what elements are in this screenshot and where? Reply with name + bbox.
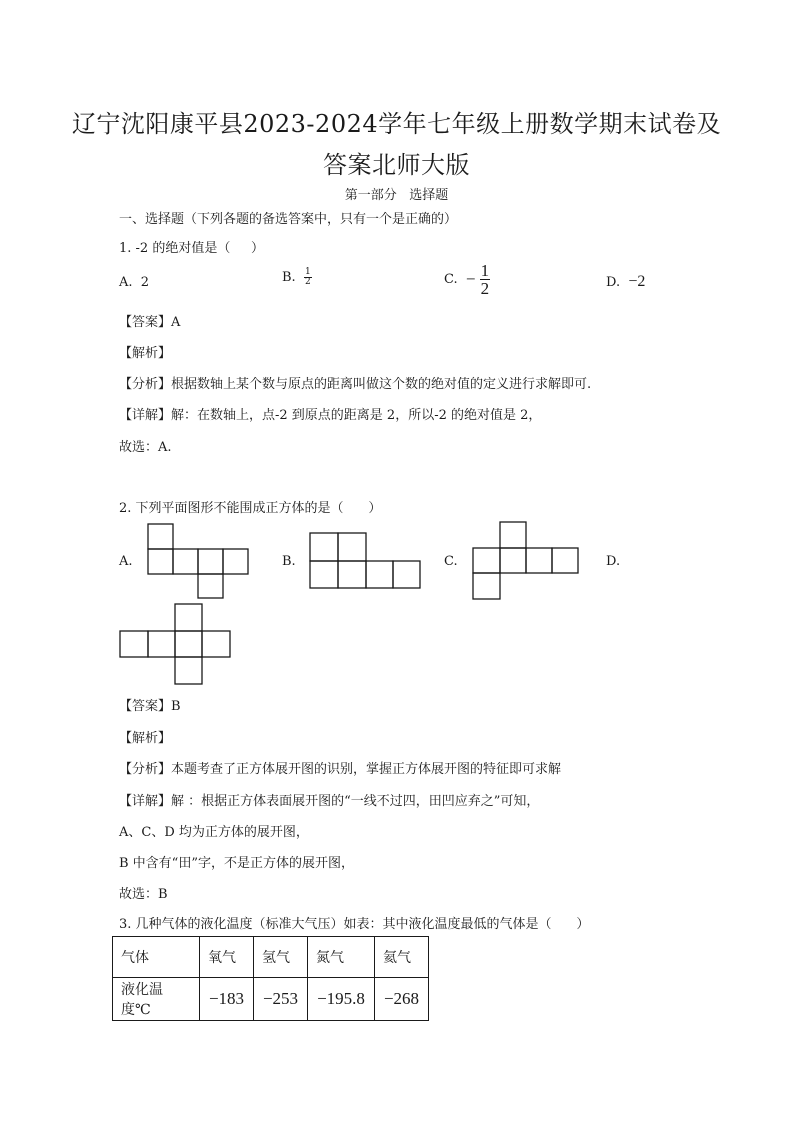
q1-analysis-heading: 【解析】 [119,346,172,361]
q2-line2: B 中含有“田”字，不是正方体的展开图， [119,856,354,871]
option-value: 2 [140,275,150,290]
document-title-line2: 答案北师大版 [323,151,470,179]
q3-stem: 3. 几种气体的液化温度（标准大气压）如表：其中液化温度最低的气体是（ ） [119,917,590,932]
table-cell: −195.8 [308,978,375,1021]
q2-option-b-label: B. [282,554,296,569]
minus-sign: − [465,269,476,289]
table-header-row [113,937,429,978]
document-title-line1: 辽宁沈阳康平县2023-2024学年七年级上册数学期末试卷及 [71,110,722,138]
q2-xiangjie: 【详解】解 ：根据正方体表面展开图的“一线不过四，田凹应弃之”可知， [119,794,540,809]
q2-option-d-label: D. [606,554,621,569]
q2-option-a-label: A. [119,554,133,569]
q2-line1: A、C、D 均为正方体的展开图， [119,825,309,840]
numerator: 1 [304,267,311,277]
table-cell: −268 [375,978,429,1021]
table-cell: 气体 [113,937,200,978]
table-cell: 液化温度℃ [113,978,200,1021]
table-cell: 氮气 [308,937,375,978]
table-row [113,978,429,1021]
option-label: D. [606,275,621,290]
denominator: 2 [304,277,311,287]
q2-analysis-heading: 【解析】 [119,731,172,746]
option-label: B. [282,270,296,285]
part-heading: 第一部分 选择题 [344,188,449,203]
gas-liquefaction-table [112,936,429,1021]
q2-stem: 2. 下列平面图形不能围成正方体的是（ ） [119,501,382,516]
section-heading: 一、选择题（下列各题的备选答案中，只有一个是正确的） [119,212,458,227]
table-cell: −183 [200,978,254,1021]
numerator: 1 [480,261,490,280]
table-cell: −253 [254,978,308,1021]
q1-xiangjie: 【详解】解：在数轴上，点-2 到原点的距离是 2，所以-2 的绝对值是 2， [119,408,542,423]
table-cell: 氢气 [254,937,308,978]
q1-choice: 故选：A. [119,440,172,455]
table-cell: 氧气 [200,937,254,978]
q2-fenxi: 【分析】本题考查了正方体展开图的识别，掌握正方体展开图的特征即可求解 [119,762,562,777]
option-label: A. [119,275,133,290]
option-value: −2 [628,273,646,290]
q2-answer: 【答案】B [119,699,181,714]
option-label: C. [444,272,458,287]
q2-option-c-label: C. [444,554,458,569]
q1-fenxi: 【分析】根据数轴上某个数与原点的距离叫做这个数的绝对值的定义进行求解即可. [119,377,592,392]
denominator: 2 [480,279,490,298]
table-cell: 氦气 [375,937,429,978]
q1-stem: 1. -2 的绝对值是（ ） [119,241,264,256]
q2-choice: 故选：B [119,887,168,902]
q1-answer: 【答案】A [119,315,181,330]
